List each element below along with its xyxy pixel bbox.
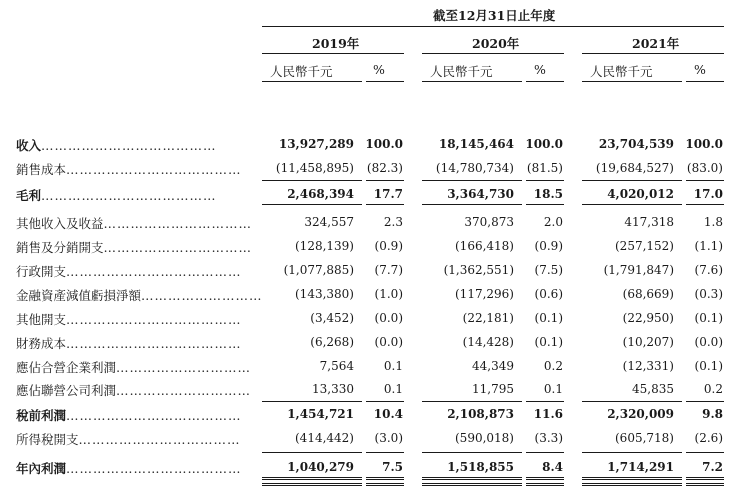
col-rule-rmb-2020 xyxy=(422,81,522,82)
col-rule-pct-2020 xyxy=(526,81,564,82)
cell-pct: 7.5 xyxy=(382,460,403,474)
subtotal-rule xyxy=(262,204,362,205)
col-rmb-2019: 人民幣千元 xyxy=(270,64,333,79)
cell-pct: (7.7) xyxy=(374,263,403,277)
cell-rmb: 11,795 xyxy=(472,382,514,396)
cell-rmb: (14,780,734) xyxy=(435,161,514,175)
cell-pct: (82.3) xyxy=(366,161,403,175)
cell-rmb: 2,468,394 xyxy=(287,187,354,201)
cell-pct: 100.0 xyxy=(525,137,563,151)
cell-pct: 2.3 xyxy=(383,215,403,229)
subtotal-rule xyxy=(582,452,682,453)
row-label xyxy=(16,136,217,154)
cell-rmb: (117,296) xyxy=(455,287,514,301)
cell-pct: 0.1 xyxy=(383,382,403,396)
row-label xyxy=(16,430,241,448)
cell-rmb: (1,077,885) xyxy=(283,263,354,277)
row-label xyxy=(16,160,242,178)
cell-pct: (0.0) xyxy=(374,311,403,325)
cell-rmb: 13,330 xyxy=(312,382,354,396)
row-label-text: 年內利潤 xyxy=(16,461,67,476)
col-rule-rmb-2019 xyxy=(262,81,362,82)
cell-pct: (1.0) xyxy=(374,287,403,301)
cell-rmb: (590,018) xyxy=(455,431,514,445)
leader-dots: ………………………………… xyxy=(66,264,242,279)
cell-rmb: (22,181) xyxy=(462,311,514,325)
subtotal-rule xyxy=(422,180,522,181)
col-pct-2019: % xyxy=(373,62,385,77)
row-label xyxy=(16,262,242,280)
subtotal-rule xyxy=(422,204,522,205)
cell-pct: 17.7 xyxy=(373,187,403,201)
cell-pct: 0.2 xyxy=(703,382,723,396)
cell-rmb: 4,020,012 xyxy=(607,187,674,201)
leader-dots: …………………………… xyxy=(103,216,253,231)
cell-rmb: (6,268) xyxy=(310,335,354,349)
row-label-text: 金融資產減值虧損淨額 xyxy=(16,288,142,303)
cell-rmb: 1,040,279 xyxy=(287,460,354,474)
leader-dots: ……………………… xyxy=(141,288,263,303)
row-label xyxy=(16,286,263,304)
leader-dots: ……………………………… xyxy=(78,432,241,447)
period-heading: 截至12月31日止年度 xyxy=(433,8,556,23)
subtotal-rule xyxy=(686,452,724,453)
cell-pct: 0.1 xyxy=(383,359,403,373)
total-double-rule xyxy=(526,483,564,486)
leader-dots: ………………………………… xyxy=(66,336,242,351)
year-rule-2021 xyxy=(582,53,724,54)
period-rule xyxy=(262,26,724,27)
year-rule-2020 xyxy=(422,53,564,54)
cell-rmb: 1,454,721 xyxy=(287,407,354,421)
cell-pct: (3.0) xyxy=(374,431,403,445)
cell-rmb: (128,139) xyxy=(295,239,354,253)
row-label xyxy=(16,214,252,232)
year-2020: 2020年 xyxy=(472,36,520,51)
row-label-text: 財務成本 xyxy=(16,336,67,351)
cell-pct: 0.2 xyxy=(543,359,563,373)
subtotal-rule xyxy=(366,401,404,402)
cell-pct: (0.0) xyxy=(694,335,723,349)
cell-rmb: 44,349 xyxy=(472,359,514,373)
row-label xyxy=(16,358,251,376)
subtotal-rule xyxy=(422,452,522,453)
cell-rmb: (11,458,895) xyxy=(275,161,354,175)
cell-rmb: 1,518,855 xyxy=(447,460,514,474)
cell-rmb: (12,331) xyxy=(622,359,674,373)
cell-pct: (0.9) xyxy=(534,239,563,253)
cell-pct: 17.0 xyxy=(693,187,723,201)
subtotal-rule xyxy=(366,180,404,181)
col-rule-pct-2021 xyxy=(686,81,724,82)
cell-pct: (0.3) xyxy=(694,287,723,301)
subtotal-rule xyxy=(366,452,404,453)
col-pct-2020: % xyxy=(534,62,546,77)
subtotal-rule xyxy=(262,180,362,181)
year-2019: 2019年 xyxy=(312,36,360,51)
row-label-text: 收入 xyxy=(16,138,42,153)
cell-rmb: (414,442) xyxy=(295,431,354,445)
cell-pct: 2.0 xyxy=(543,215,563,229)
row-label-text: 其他收入及收益 xyxy=(16,216,104,231)
row-label xyxy=(16,334,242,352)
cell-pct: (7.5) xyxy=(534,263,563,277)
cell-rmb: 1,714,291 xyxy=(607,460,674,474)
leader-dots: ………………………………… xyxy=(66,461,242,476)
subtotal-rule xyxy=(582,180,682,181)
cell-rmb: 23,704,539 xyxy=(598,137,674,151)
cell-pct: (0.9) xyxy=(374,239,403,253)
row-label-text: 應佔合營企業利潤 xyxy=(16,360,117,375)
row-label-text: 所得稅開支 xyxy=(16,432,79,447)
cell-pct: (81.5) xyxy=(526,161,563,175)
total-double-rule xyxy=(262,483,362,486)
cell-rmb: (257,152) xyxy=(615,239,674,253)
year-2021: 2021年 xyxy=(632,36,680,51)
total-double-rule xyxy=(686,477,724,480)
cell-rmb: 2,320,009 xyxy=(607,407,674,421)
col-rule-rmb-2021 xyxy=(582,81,682,82)
subtotal-rule xyxy=(686,180,724,181)
row-label xyxy=(16,381,251,399)
cell-pct: 0.1 xyxy=(543,382,563,396)
cell-pct: (3.3) xyxy=(534,431,563,445)
total-double-rule xyxy=(582,477,682,480)
col-rule-pct-2019 xyxy=(366,81,404,82)
leader-dots: …………………………… xyxy=(103,240,253,255)
subtotal-rule xyxy=(366,204,404,205)
row-label xyxy=(16,310,242,328)
leader-dots: ………………………………… xyxy=(66,312,242,327)
cell-pct: 7.2 xyxy=(702,460,723,474)
cell-rmb: 18,145,464 xyxy=(438,137,514,151)
cell-pct: (7.6) xyxy=(694,263,723,277)
cell-pct: 1.8 xyxy=(703,215,723,229)
cell-rmb: 3,364,730 xyxy=(447,187,514,201)
cell-rmb: (68,669) xyxy=(622,287,674,301)
total-double-rule xyxy=(422,477,522,480)
subtotal-rule xyxy=(526,401,564,402)
cell-rmb: (166,418) xyxy=(455,239,514,253)
col-pct-2021: % xyxy=(694,62,706,77)
cell-pct: 18.5 xyxy=(533,187,563,201)
row-label-text: 毛利 xyxy=(16,188,42,203)
cell-rmb: (1,791,847) xyxy=(603,263,674,277)
total-double-rule xyxy=(262,477,362,480)
cell-rmb: (22,950) xyxy=(622,311,674,325)
cell-pct: (0.6) xyxy=(534,287,563,301)
subtotal-rule xyxy=(526,204,564,205)
cell-rmb: (1,362,551) xyxy=(443,263,514,277)
leader-dots: ………………………………… xyxy=(41,188,217,203)
row-label-text: 銷售及分銷開支 xyxy=(16,240,104,255)
row-label xyxy=(16,459,242,477)
leader-dots: ………………………………… xyxy=(66,408,242,423)
leader-dots: ………………………… xyxy=(116,360,252,375)
cell-rmb: (10,207) xyxy=(622,335,674,349)
leader-dots: ………………………………… xyxy=(66,162,242,177)
subtotal-rule xyxy=(262,401,362,402)
total-double-rule xyxy=(526,477,564,480)
cell-rmb: 2,108,873 xyxy=(447,407,514,421)
cell-rmb: (19,684,527) xyxy=(595,161,674,175)
cell-pct: (1.1) xyxy=(694,239,723,253)
total-double-rule xyxy=(582,483,682,486)
cell-rmb: (143,380) xyxy=(295,287,354,301)
cell-pct: 100.0 xyxy=(365,137,403,151)
row-label xyxy=(16,406,242,424)
cell-rmb: 7,564 xyxy=(319,359,354,373)
col-rmb-2021: 人民幣千元 xyxy=(590,64,653,79)
cell-pct: (83.0) xyxy=(686,161,723,175)
subtotal-rule xyxy=(526,452,564,453)
subtotal-rule xyxy=(526,180,564,181)
cell-rmb: 417,318 xyxy=(624,215,674,229)
cell-pct: (0.0) xyxy=(374,335,403,349)
cell-rmb: 370,873 xyxy=(464,215,514,229)
cell-pct: 8.4 xyxy=(542,460,563,474)
cell-rmb: 13,927,289 xyxy=(278,137,354,151)
total-double-rule xyxy=(422,483,522,486)
year-rule-2019 xyxy=(262,53,404,54)
subtotal-rule xyxy=(686,204,724,205)
subtotal-rule xyxy=(686,401,724,402)
cell-pct: (0.1) xyxy=(534,311,563,325)
subtotal-rule xyxy=(582,204,682,205)
cell-pct: 9.8 xyxy=(702,407,723,421)
cell-rmb: 45,835 xyxy=(632,382,674,396)
cell-rmb: (3,452) xyxy=(310,311,354,325)
cell-pct: (0.1) xyxy=(694,359,723,373)
row-label-text: 銷售成本 xyxy=(16,162,67,177)
total-double-rule xyxy=(686,483,724,486)
cell-rmb: (14,428) xyxy=(462,335,514,349)
cell-pct: 11.6 xyxy=(533,407,563,421)
total-double-rule xyxy=(366,483,404,486)
row-label xyxy=(16,238,252,256)
cell-pct: (0.1) xyxy=(694,311,723,325)
subtotal-rule xyxy=(422,401,522,402)
row-label-text: 應佔聯營公司利潤 xyxy=(16,383,117,398)
cell-pct: (2.6) xyxy=(694,431,723,445)
row-label-text: 其他開支 xyxy=(16,312,67,327)
row-label xyxy=(16,186,217,204)
cell-pct: 10.4 xyxy=(373,407,403,421)
leader-dots: ………………………… xyxy=(116,383,252,398)
cell-pct: (0.1) xyxy=(534,335,563,349)
subtotal-rule xyxy=(262,452,362,453)
cell-pct: 100.0 xyxy=(685,137,723,151)
subtotal-rule xyxy=(582,401,682,402)
cell-rmb: (605,718) xyxy=(615,431,674,445)
cell-rmb: 324,557 xyxy=(304,215,354,229)
total-double-rule xyxy=(366,477,404,480)
leader-dots: ………………………………… xyxy=(41,138,217,153)
row-label-text: 稅前利潤 xyxy=(16,408,67,423)
row-label-text: 行政開支 xyxy=(16,264,67,279)
col-rmb-2020: 人民幣千元 xyxy=(430,64,493,79)
